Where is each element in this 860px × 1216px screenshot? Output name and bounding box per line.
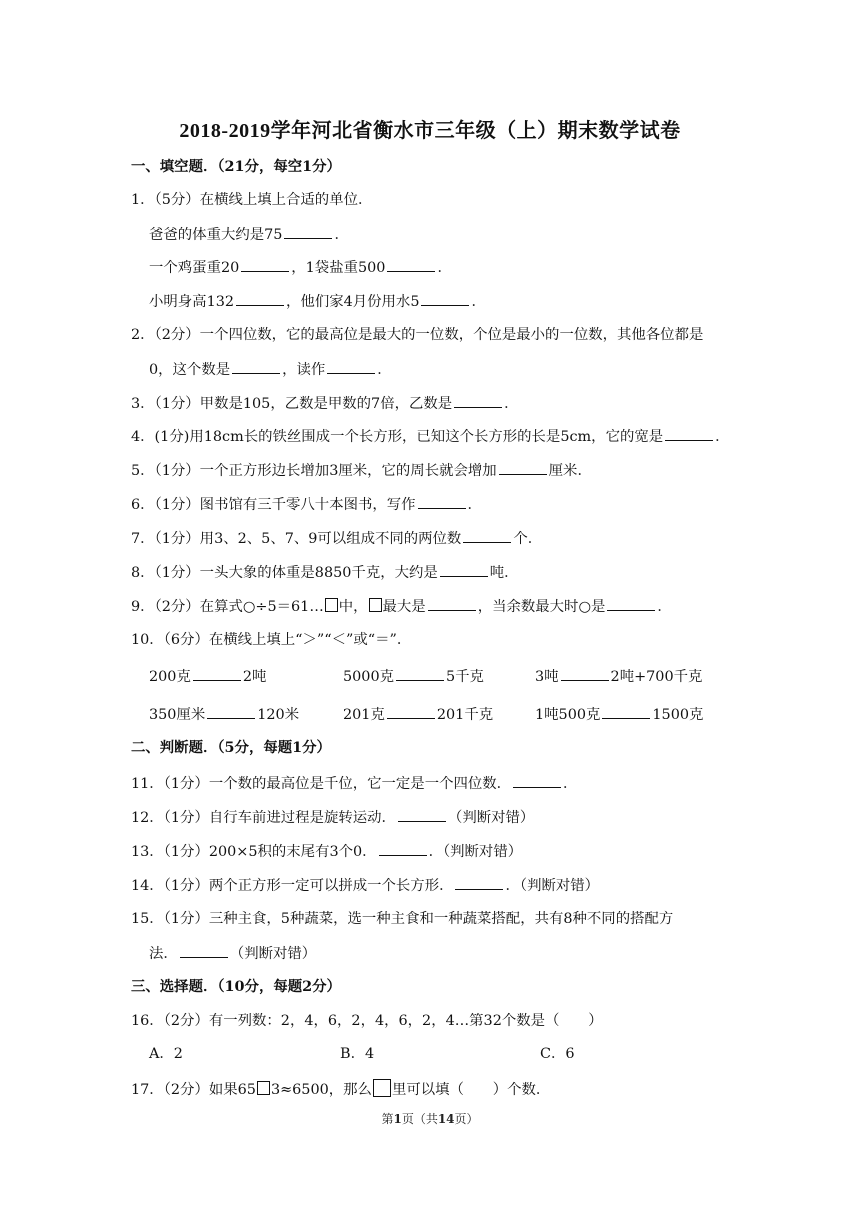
compare-item	[343, 704, 493, 725]
question-1: 1．（5分）在横线上填上合适的单位．	[131, 192, 373, 208]
answer-blank[interactable]	[455, 875, 503, 890]
answer-blank[interactable]	[418, 494, 466, 509]
answer-blank[interactable]	[193, 666, 241, 681]
answer-blank[interactable]	[180, 943, 228, 958]
question-1-a-text: 爸爸的体重大约是75	[149, 227, 283, 243]
question-15-text: 法．	[149, 946, 178, 962]
answer-blank[interactable]	[207, 704, 255, 719]
punctuation: ．	[467, 497, 482, 513]
question-1-b-text-2: ，1袋盐重500	[291, 260, 386, 276]
question-8	[131, 562, 750, 583]
question-17-text: 17．（2分）如果65	[131, 1082, 256, 1098]
answer-blank[interactable]	[454, 393, 502, 408]
question-9	[131, 596, 750, 617]
answer-blank[interactable]	[499, 460, 547, 475]
answer-blank[interactable]	[396, 666, 444, 681]
question-7	[131, 528, 750, 549]
question-6	[131, 494, 750, 515]
answer-blank[interactable]	[463, 528, 511, 543]
section-heading-judge: 二、判断题．（5分，每题1分）	[131, 739, 331, 756]
square-box-icon	[325, 598, 338, 612]
section-heading-choice: 三、选择题．（10分，每题2分）	[131, 978, 341, 995]
compare-left: 1吨500克	[535, 707, 601, 723]
page-total: 14	[437, 1112, 455, 1126]
question-12-text: 12．（1分）自行车前进过程是旋转运动．	[131, 810, 396, 826]
compare-left: 200克	[149, 669, 191, 685]
judge-hint: ．（判断对错）	[505, 878, 600, 894]
question-1-a	[149, 224, 750, 245]
page-number: 1	[393, 1112, 402, 1126]
option-c[interactable]: C．6	[540, 1046, 575, 1062]
answer-blank[interactable]	[602, 704, 650, 719]
question-1-b	[149, 257, 750, 278]
answer-blank[interactable]	[513, 773, 561, 788]
question-1-b-text: 一个鸡蛋重20	[149, 260, 240, 276]
punctuation: ．	[334, 227, 349, 243]
compare-item	[535, 666, 702, 687]
question-13-text: 13．（1分）200×5积的末尾有3个0．	[131, 844, 377, 860]
compare-right: 120米	[257, 707, 300, 723]
compare-item	[535, 704, 703, 725]
option-a[interactable]: A．2	[149, 1046, 183, 1062]
square-box-icon	[369, 598, 382, 612]
question-11-text: 11．（1分）一个数的最高位是千位，它一定是一个四位数．	[131, 776, 512, 792]
question-5	[131, 460, 750, 481]
footer-text: 页（共	[401, 1112, 438, 1126]
answer-blank[interactable]	[561, 666, 609, 681]
compare-left: 350厘米	[149, 707, 206, 723]
question-2-text-2: ，读作	[282, 362, 326, 378]
compare-item	[343, 666, 484, 687]
answer-blank[interactable]	[379, 841, 427, 856]
answer-blank[interactable]	[327, 359, 375, 374]
answer-blank[interactable]	[665, 426, 713, 441]
answer-blank[interactable]	[428, 596, 476, 611]
question-17-text-3: 里可以填（ ）个数．	[391, 1082, 551, 1098]
answer-blank[interactable]	[387, 257, 435, 272]
page-footer	[0, 1110, 860, 1127]
punctuation: ．	[657, 599, 672, 615]
square-box-icon	[257, 1081, 270, 1095]
question-4	[131, 426, 750, 447]
compare-item	[149, 704, 299, 725]
compare-item	[149, 666, 266, 687]
question-6-text: 6．（1分）图书馆有三千零八十本图书，写作	[131, 497, 416, 513]
punctuation: ．	[563, 776, 578, 792]
answer-blank[interactable]	[284, 224, 332, 239]
option-b[interactable]: B．4	[340, 1046, 375, 1062]
question-13	[131, 841, 750, 862]
question-2-cont	[149, 359, 750, 380]
answer-blank[interactable]	[607, 596, 655, 611]
question-3-text: 3．（1分）甲数是105，乙数是甲数的7倍，乙数是	[131, 396, 453, 412]
question-1-c-text: 小明身高132	[149, 294, 235, 310]
compare-right: 201千克	[436, 707, 494, 723]
compare-right: 2吨+700千克	[610, 669, 703, 685]
judge-hint: （判断对错）	[447, 810, 535, 826]
question-1-c	[149, 291, 750, 312]
question-10: 10．（6分）在横线上填上“＞”“＜”或“＝”．	[131, 632, 412, 648]
answer-blank[interactable]	[440, 562, 488, 577]
question-4-text: 4．(1分)用18cm长的铁丝围成一个长方形，已知这个长方形的长是5cm，它的宽是	[131, 429, 664, 445]
compare-right: 2吨	[242, 669, 267, 685]
answer-blank[interactable]	[241, 257, 289, 272]
question-2: 2．（2分）一个四位数，它的最高位是最大的一位数，个位是最小的一位数，其他各位都是	[131, 327, 704, 343]
footer-text: 页）	[454, 1112, 479, 1126]
punctuation: ．	[437, 260, 452, 276]
square-box-icon	[373, 1079, 391, 1097]
judge-hint: ．（判断对错）	[428, 844, 523, 860]
question-11	[131, 773, 750, 794]
question-2-text: 0，这个数是	[149, 362, 231, 378]
answer-blank[interactable]	[236, 291, 284, 306]
question-12	[131, 807, 750, 828]
question-7-text: 7．（1分）用3、2、5、7、9可以组成不同的两位数	[131, 531, 462, 547]
question-7-unit: 个．	[513, 531, 543, 547]
punctuation: ．	[715, 429, 730, 445]
question-14	[131, 875, 750, 896]
answer-blank[interactable]	[387, 704, 435, 719]
compare-left: 3吨	[535, 669, 559, 685]
punctuation: ．	[377, 362, 392, 378]
footer-text: 第	[381, 1112, 394, 1126]
answer-blank[interactable]	[232, 359, 280, 374]
compare-right: 5千克	[446, 669, 484, 685]
question-8-text: 8．（1分）一头大象的体重是8850千克，大约是	[131, 565, 438, 581]
question-9-text-2: 中，	[338, 599, 368, 615]
punctuation: ．	[471, 294, 486, 310]
question-15-cont	[149, 943, 750, 964]
question-8-unit: 吨．	[489, 565, 519, 581]
question-17-text-2: 3≈6500，那么	[270, 1082, 372, 1098]
compare-right: 1500克	[652, 707, 704, 723]
question-3	[131, 393, 750, 414]
judge-hint: （判断对错）	[229, 946, 317, 962]
question-9-text: 9．（2分）在算式○÷5＝61…	[131, 599, 324, 615]
question-5-text: 5．（1分）一个正方形边长增加3厘米，它的周长就会增加	[131, 463, 497, 479]
question-14-text: 14．（1分）两个正方形一定可以拼成一个长方形．	[131, 878, 454, 894]
compare-left: 5000克	[343, 669, 395, 685]
answer-blank[interactable]	[421, 291, 469, 306]
question-1-c-text-2: ，他们家4月份用水5	[286, 294, 420, 310]
question-17	[131, 1079, 750, 1100]
answer-blank[interactable]	[398, 807, 446, 822]
page-title: 2018-2019学年河北省衡水市三年级（上）期末数学试卷	[179, 120, 681, 142]
question-9-text-4: ，当余数最大时○是	[477, 599, 606, 615]
question-16: 16．（2分）有一列数：2，4，6，2，4，6，2，4…第32个数是（ ）	[131, 1013, 603, 1029]
punctuation: ．	[504, 396, 519, 412]
question-9-text-3: 最大是	[382, 599, 426, 615]
section-heading-fill: 一、填空题．（21分，每空1分）	[131, 158, 341, 175]
question-15: 15．（1分）三种主食，5种蔬菜，选一种主食和一种蔬菜搭配，共有8种不同的搭配方	[131, 911, 674, 927]
question-5-unit: 厘米．	[548, 463, 592, 479]
compare-left: 201克	[343, 707, 385, 723]
